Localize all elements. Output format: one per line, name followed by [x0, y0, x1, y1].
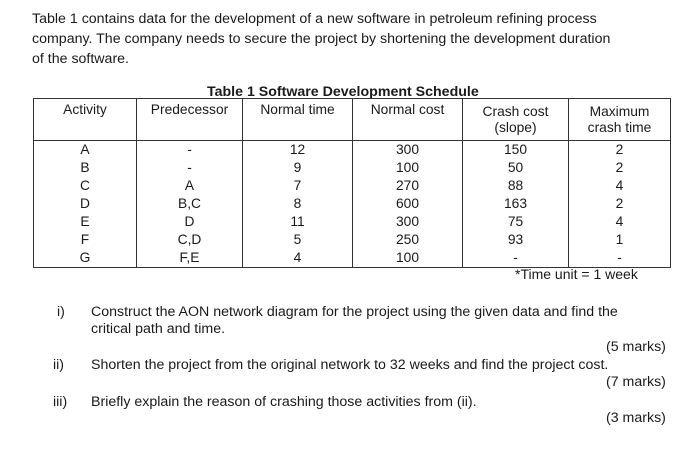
- question-number: ii): [53, 357, 65, 373]
- cell-predecessor: -: [137, 141, 243, 160]
- cell-crash-cost: 75: [463, 213, 569, 231]
- cell-max-crash: 4: [569, 213, 671, 231]
- cell-normal-cost: 270: [353, 177, 463, 195]
- cell-activity: B: [34, 159, 137, 177]
- cell-crash-cost: 93: [463, 231, 569, 249]
- cell-activity: A: [34, 141, 137, 160]
- cell-activity: F: [34, 231, 137, 249]
- time-unit-footnote: *Time unit = 1 week: [515, 266, 638, 282]
- cell-max-crash: 4: [569, 177, 671, 195]
- cell-predecessor: B,C: [137, 195, 243, 213]
- cell-predecessor: C,D: [137, 231, 243, 249]
- header-activity: Activity: [34, 99, 137, 141]
- table-header-row: [34, 99, 671, 141]
- question-3-marks: (3 marks): [606, 410, 666, 426]
- table-title: Table 1 Software Development Schedule: [207, 84, 479, 100]
- table-row: [34, 159, 671, 177]
- cell-crash-cost: 88: [463, 177, 569, 195]
- question-text: Construct the AON network diagram for the project using the given data and find the: [91, 304, 618, 320]
- cell-max-crash: 2: [569, 195, 671, 213]
- cell-max-crash: 2: [569, 159, 671, 177]
- intro-line: of the software.: [32, 51, 129, 67]
- cell-crash-cost: 163: [463, 195, 569, 213]
- cell-predecessor: D: [137, 213, 243, 231]
- header-normal-time: Normal time: [243, 99, 353, 141]
- table-row: [34, 213, 671, 231]
- intro-line: company. The company needs to secure the project by shortening the development duration: [32, 31, 611, 47]
- header-predecessor: Predecessor: [137, 99, 243, 141]
- cell-predecessor: A: [137, 177, 243, 195]
- table-row: [34, 141, 671, 160]
- schedule-table: [33, 98, 671, 268]
- cell-normal-time: 9: [243, 159, 353, 177]
- cell-activity: C: [34, 177, 137, 195]
- table-row: [34, 231, 671, 249]
- question-2-marks: (7 marks): [606, 374, 666, 390]
- question-text: Shorten the project from the original network to 32 weeks and find the project cost.: [91, 357, 609, 373]
- cell-normal-cost: 100: [353, 249, 463, 268]
- table-row: [34, 249, 671, 268]
- cell-normal-time: 7: [243, 177, 353, 195]
- table-row: [34, 195, 671, 213]
- cell-normal-time: 12: [243, 141, 353, 160]
- cell-normal-cost: 250: [353, 231, 463, 249]
- cell-normal-time: 4: [243, 249, 353, 268]
- cell-crash-cost: 50: [463, 159, 569, 177]
- cell-max-crash: -: [569, 249, 671, 268]
- cell-normal-time: 11: [243, 213, 353, 231]
- header-normal-cost: Normal cost: [353, 99, 463, 141]
- table-row: [34, 177, 671, 195]
- cell-normal-cost: 300: [353, 141, 463, 160]
- cell-crash-cost: 150: [463, 141, 569, 160]
- cell-normal-cost: 100: [353, 159, 463, 177]
- cell-normal-cost: 300: [353, 213, 463, 231]
- cell-crash-cost: -: [463, 249, 569, 268]
- cell-normal-cost: 600: [353, 195, 463, 213]
- header-crash-cost: Crash cost (slope): [463, 99, 569, 141]
- question-text: critical path and time.: [91, 321, 226, 337]
- question-1-marks: (5 marks): [606, 339, 666, 355]
- cell-max-crash: 2: [569, 141, 671, 160]
- question-number: iii): [53, 394, 68, 410]
- cell-normal-time: 5: [243, 231, 353, 249]
- intro-line: Table 1 contains data for the development of a new software in petroleum refining process: [32, 11, 597, 27]
- header-maximum-crash-time: Maximum crash time: [569, 99, 671, 141]
- question-text: Briefly explain the reason of crashing those activities from (ii).: [91, 394, 477, 410]
- cell-max-crash: 1: [569, 231, 671, 249]
- question-number: i): [57, 304, 65, 320]
- cell-activity: E: [34, 213, 137, 231]
- cell-predecessor: F,E: [137, 249, 243, 268]
- cell-activity: D: [34, 195, 137, 213]
- cell-predecessor: -: [137, 159, 243, 177]
- cell-normal-time: 8: [243, 195, 353, 213]
- cell-activity: G: [34, 249, 137, 268]
- intro-paragraph: [32, 9, 682, 69]
